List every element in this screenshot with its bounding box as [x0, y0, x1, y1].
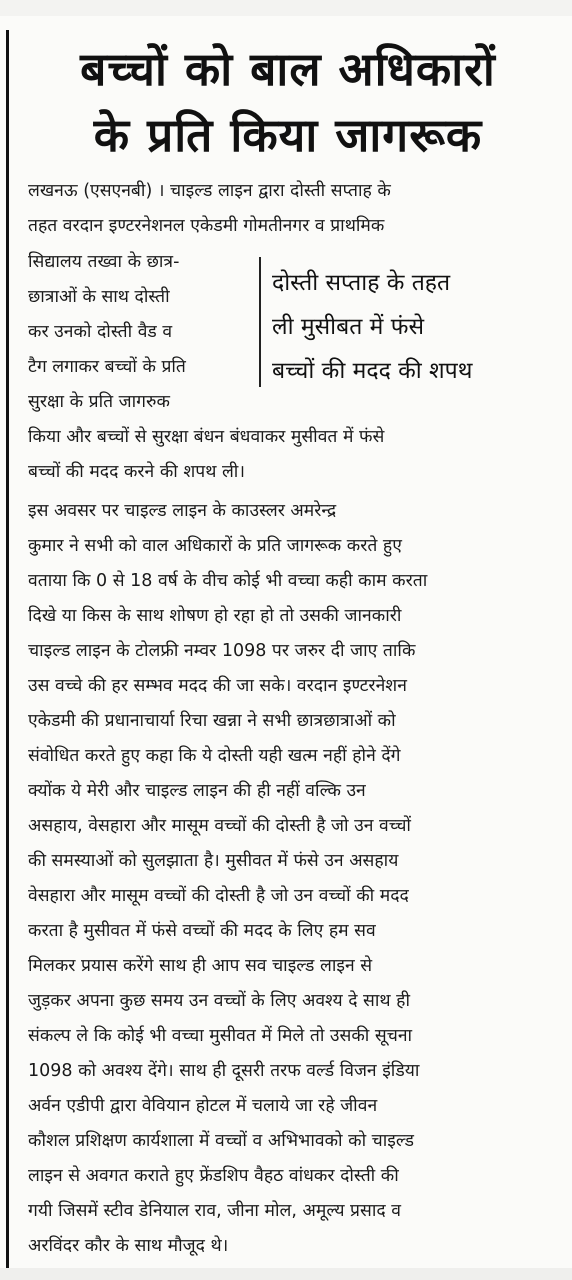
headline-line-1: बच्चों को बाल अधिकारों: [80, 42, 496, 96]
body-line: जुड़कर अपना कुछ समय उन वच्चों के लिए अवश्य दे साथ ही: [28, 991, 410, 1011]
body-line: वेसहारा और मासूम वच्चों की दोस्ती है जो उन वच्चों की मदद: [28, 886, 409, 906]
callout-divider: [259, 257, 261, 387]
body-line: 1098 को अवश्य देंगे। साथ ही दूसरी तरफ वर्ल्ड विजन इंडिया: [28, 1061, 420, 1081]
column-rule: [6, 30, 9, 1270]
body-line: किया और बच्चों से सुरक्षा बंधन बंधवाकर मुसीवत में फंसे: [28, 427, 385, 447]
body-line: असहाय, वेसहारा और मासूम वच्चों की दोस्ती है जो उन वच्चों: [28, 816, 411, 836]
body-line: लाइन से अवगत कराते हुए फ्रेंडशिप वैहठ वांधकर दोस्ती की: [28, 1166, 399, 1186]
narrow-line: सिद्यालय तख्वा के छात्र-: [28, 252, 180, 272]
body-line: चाइल्ड लाइन के टोलफ्री नम्वर 1098 पर जरुर दी जाए ताकि: [28, 641, 416, 661]
body-line: मिलकर प्रयास करेंगे साथ ही आप सव चाइल्ड लाइन से: [28, 956, 373, 976]
narrow-line: सुरक्षा के प्रति जागरुक: [28, 392, 170, 412]
body-line: की समस्याओं को सुलझाता है। मुसीवत में फंसे उन असहाय: [28, 851, 399, 871]
headline-line-2: के प्रति किया जागरूक: [93, 108, 483, 162]
callout-line: दोस्ती सप्ताह के तहत: [272, 270, 451, 296]
body-line: कुमार ने सभी को वाल अधिकारों के प्रति जागरूक करते हुए: [28, 536, 402, 556]
page-top-strip: [0, 0, 572, 16]
body-line: गयी जिसमें स्टीव डेनियाल राव, जीना मोल, अमूल्य प्रसाद व: [28, 1201, 401, 1221]
body-line: अर्वन एडीपी द्वारा वेवियान होटल में चलाये जा रहे जीवन: [28, 1096, 378, 1116]
body-line: एकेडमी की प्रधानाचार्या रिचा खन्ना ने सभी छात्रछात्राओं को: [28, 711, 396, 731]
intro-line: तहत वरदान इण्टरनेशनल एकेडमी गोमतीनगर व प्राथमिक: [28, 216, 385, 236]
body-line: उस वच्चे की हर सम्भव मदद की जा सके। वरदान इण्टरनेशन: [28, 676, 407, 696]
body-line: संवोधित करते हुए कहा कि ये दोस्ती यही खत्म नहीं होने देंगे: [28, 746, 401, 766]
intro-line: लखनऊ (एसएनबी) । चाइल्ड लाइन द्वारा दोस्ती सप्ताह के: [28, 181, 391, 201]
narrow-line: टैग लगाकर बच्चों के प्रति: [28, 357, 186, 377]
headline: [18, 36, 558, 168]
body-line: अरविंदर कौर के साथ मौजूद थे।: [28, 1236, 229, 1256]
body-line: वताया कि 0 से 18 वर्ष के वीच कोई भी वच्चा कही काम करता: [28, 571, 428, 591]
page-bottom-edge: [0, 1268, 572, 1280]
callout-line: ली मुसीबत में फंसे: [272, 314, 425, 340]
body-line: करता है मुसीवत में फंसे वच्चों की मदद के लिए हम सव: [28, 921, 376, 941]
callout-line: बच्चों की मदद की शपथ: [272, 358, 473, 384]
narrow-line: छात्राओं के साथ दोस्ती: [28, 287, 170, 307]
body-line: कौशल प्रशिक्षण कार्यशाला में वच्चों व अभिभावको को चाइल्ड: [28, 1131, 415, 1151]
narrow-line: कर उनको दोस्ती वैड व: [28, 322, 173, 342]
body-line: बच्चों की मदद करने की शपथ ली।: [28, 462, 245, 482]
body-line: दिखे या किस के साथ शोषण हो रहा हो तो उसकी जानकारी: [28, 606, 402, 626]
body-line: इस अवसर पर चाइल्ड लाइन के काउस्लर अमरेन्द्र: [28, 501, 337, 521]
body-line: क्योंक ये मेरी और चाइल्ड लाइन की ही नहीं वल्कि उन: [28, 781, 366, 801]
body-line: संकल्प ले कि कोई भी वच्चा मुसीवत में मिले तो उसकी सूचना: [28, 1026, 413, 1046]
